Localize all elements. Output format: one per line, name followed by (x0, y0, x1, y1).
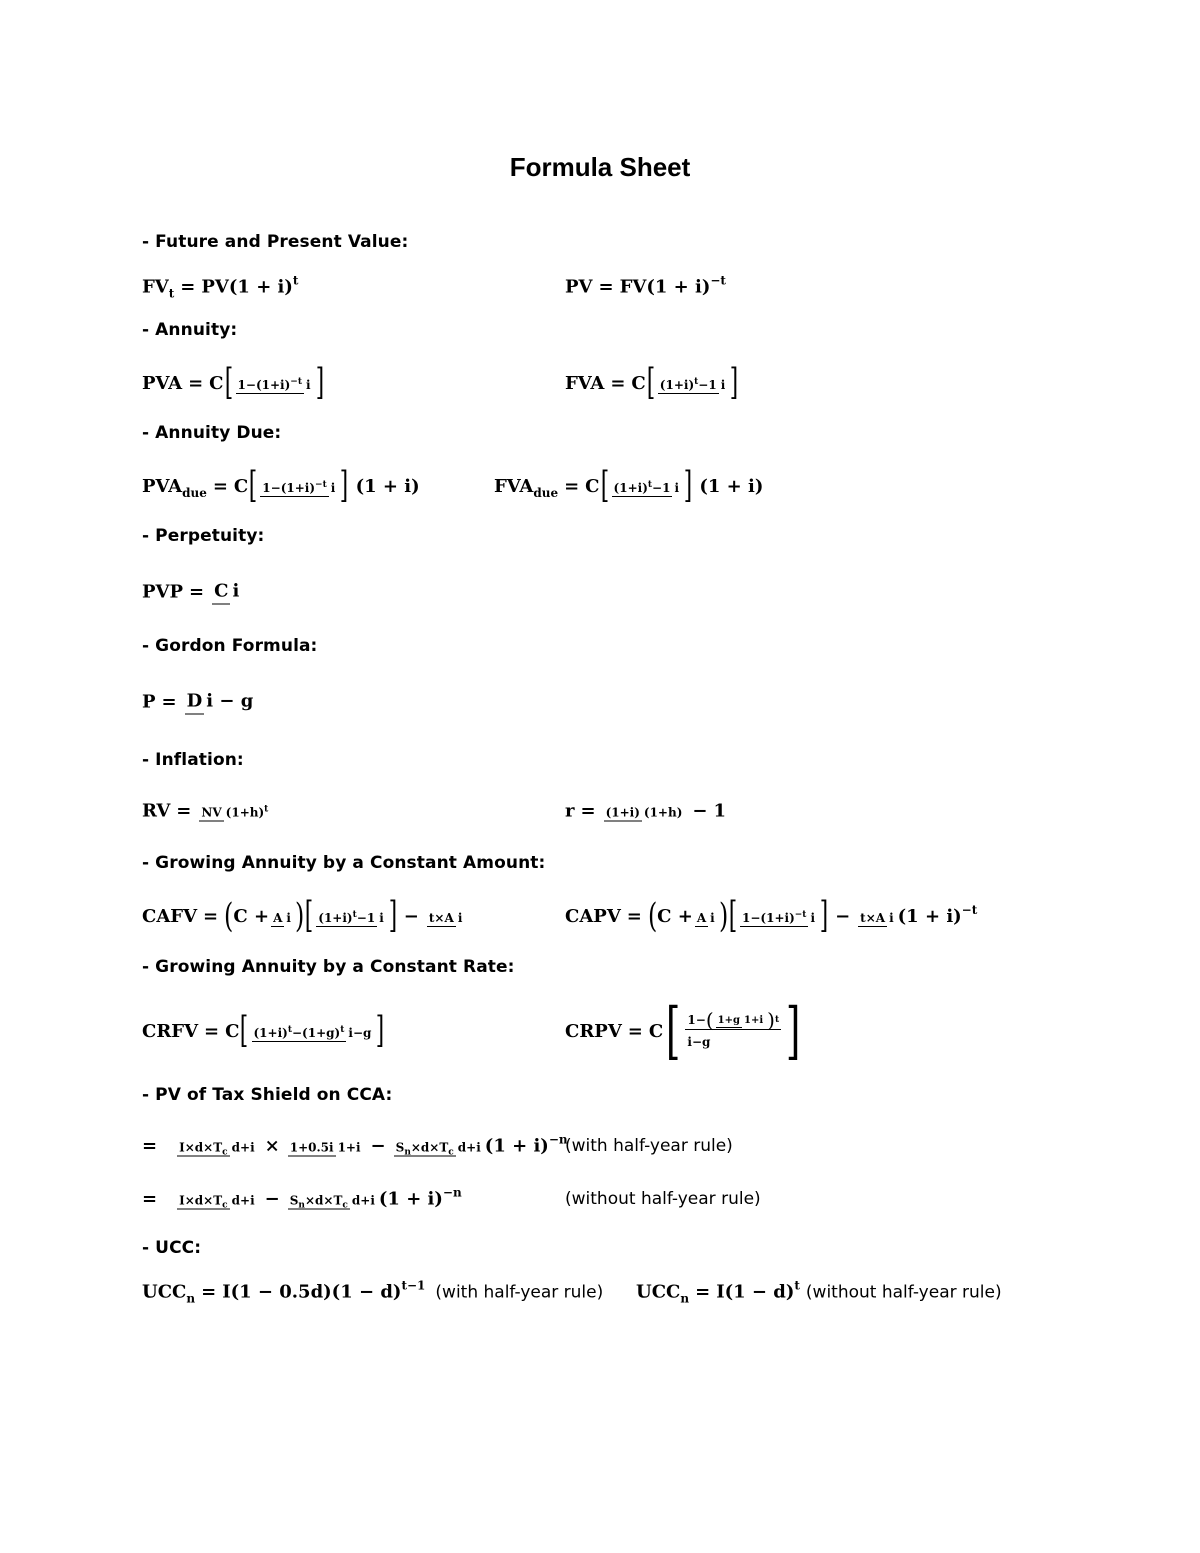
section-heading-growing-amount: - Growing Annuity by a Constant Amount: (142, 853, 546, 873)
formula-crpv: CRPV = C [ 1− ( 1+g 1+i ) t i−g ] (565, 994, 801, 1067)
formula-crfv: CRFV = C [ $(1+i)^t-(1+g)^t$ i−g ] (142, 1010, 385, 1051)
formula-tax-shield-no-half-year: = $I\times d\times T_c$ d+i − $S_n\times d\times T_c$ d+i $(1 + i)^{-n}$ (142, 1185, 462, 1211)
section-heading-tax-shield: - PV of Tax Shield on CCA: (142, 1085, 393, 1105)
formula-fv: $FV_t$ = $PV(1 + i)^t$ (142, 273, 299, 301)
formula-pva: PVA = C [ $1-(1+i)^{-t}$ i ] (142, 362, 324, 403)
note-with-half-year: (with half-year rule) (565, 1136, 733, 1156)
ucc-note-with-half-year: (with half-year rule) (435, 1282, 604, 1302)
formula-rv: RV = NV $(1+h)^t$ (142, 800, 269, 822)
ucc-note-without-half-year: (without half-year rule) (805, 1282, 1002, 1302)
formula-capv: CAPV = ( C + A i ) [ $1-(1+i)^{-t}$ i ] − t×A i $(1 + i)^{-t}$ (565, 895, 978, 936)
formula-fva: FVA = C [ $(1+i)^t-1$ i ] (565, 362, 739, 403)
page-title: Formula Sheet (509, 152, 691, 182)
formula-pv: PV = $FV(1 + i)^{-t}$ (565, 273, 726, 298)
section-heading-ucc: - UCC: (142, 1238, 202, 1258)
formula-fva-due: $FVA_{due}$ = C [ $(1+i)^t-1$ i ] (1 + i) (494, 465, 764, 506)
formula-cafv: CAFV = ( C + A i ) [ $(1+i)^t-1$ i ] − t×A i (142, 895, 463, 936)
formula-real-rate: r = (1+i) (1+h) − 1 (565, 800, 727, 822)
section-heading-gordon: - Gordon Formula: (142, 636, 318, 656)
section-heading-annuity-due: - Annuity Due: (142, 423, 282, 443)
formula-tax-shield-half-year: = $I\times d\times T_c$ d+i × 1+0.5i 1+i − $S_n\times d\times T_c$ d+i $(1 + i)^{-n}$ (142, 1132, 568, 1158)
section-heading-inflation: - Inflation: (142, 750, 244, 770)
formula-ucc-half-year: $UCC_n$ = $I(1 - 0.5d)(1 - d)^{t-1}$ (with half-year rule) (142, 1278, 604, 1306)
formula-pvp: PVP = C i (142, 580, 240, 603)
formula-pva-due: $PVA_{due}$ = C [ $1-(1+i)^{-t}$ i ] (1 + i) (142, 465, 420, 506)
formula-gordon: P = D i − g (142, 690, 254, 713)
note-without-half-year: (without half-year rule) (565, 1189, 761, 1209)
section-heading-annuity: - Annuity: (142, 320, 238, 340)
section-heading-perpetuity: - Perpetuity: (142, 526, 265, 546)
section-heading-fv-pv: - Future and Present Value: (142, 232, 409, 252)
formula-ucc-no-half-year: $UCC_n$ = $I(1 - d)^t$ (without half-year rule) (636, 1278, 1002, 1306)
section-heading-growing-rate: - Growing Annuity by a Constant Rate: (142, 957, 515, 977)
